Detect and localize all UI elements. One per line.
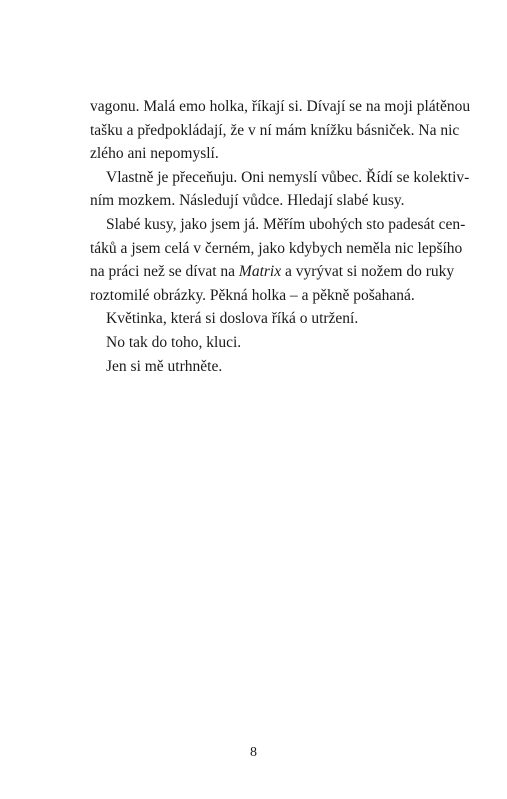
text-line: vagonu. Malá emo holka, říkají si. Dívají se na moji plátěnou bbox=[90, 98, 471, 115]
body-text bbox=[90, 95, 471, 378]
text-line: ním mozkem. Následují vůdce. Hledají slabé kusy. bbox=[90, 192, 405, 210]
text-line: No tak do toho, kluci. bbox=[106, 333, 242, 351]
text-line: Květinka, která si doslova říká o utržení. bbox=[106, 310, 359, 328]
text-line-with-title bbox=[90, 260, 455, 284]
text-line: Vlastně je přeceňuju. Oni nemyslí vůbec. Řídí se kolektiv- bbox=[106, 168, 470, 186]
text-line: táků a jsem celá v černém, jako kdybych neměla nic lepšího bbox=[90, 239, 463, 257]
text-line: Slabé kusy, jako jsem já. Měřím ubohých sto padesát cen- bbox=[106, 215, 466, 233]
movie-title: Matrix bbox=[238, 263, 282, 281]
text-line: Jen si mě utrhněte. bbox=[106, 357, 223, 375]
text-segment: na práci než se dívat na bbox=[90, 263, 236, 281]
text-line: zlého ani nepomyslí. bbox=[90, 145, 219, 163]
text-line: roztomilé obrázky. Pěkná holka – a pěkně pošahaná. bbox=[90, 286, 415, 304]
text-line: tašku a předpokládají, že v ní mám knížku básniček. Na nic bbox=[90, 121, 460, 139]
text-segment: a vyrývat si nožem do ruky bbox=[284, 263, 455, 281]
page-number: 8 bbox=[250, 745, 257, 760]
